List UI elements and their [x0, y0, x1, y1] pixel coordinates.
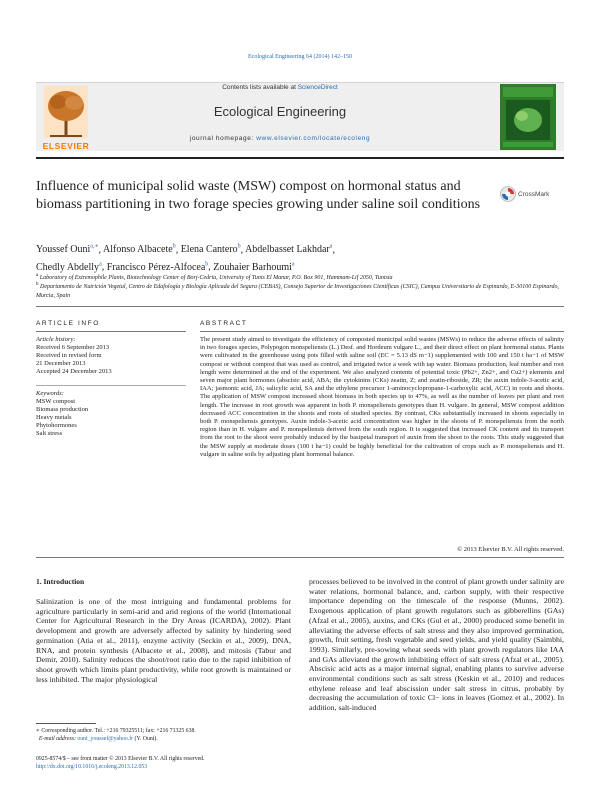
sciencedirect-link[interactable]: ScienceDirect — [297, 84, 338, 91]
history-line: 21 December 2013 — [36, 360, 86, 367]
doi-link[interactable]: http://dx.doi.org/10.1016/j.ecoleng.2013.12.053 — [36, 764, 148, 770]
masthead-rule — [36, 157, 564, 159]
journal-cover-thumbnail[interactable] — [500, 84, 556, 150]
history-line: Received in revised form — [36, 352, 102, 359]
abstract-rule — [200, 331, 564, 332]
journal-title: Ecological Engineering — [213, 104, 347, 119]
intro-left-column: Salinization is one of the most intriguing and fundamental problems for agriculture particularly in semi-arid and arid regions of the world (International Center for Agricultural Research in the Dry Areas (ICARDA), 2002). Plant development and growth are adversely affected by salinity by hindering seed germination (Atia et al., 2011), enzyme activity (Seckin et al., 2009), DNA, RNA, and protein synthesis (Albacete et al., 2008), and mitosis (Tabur and Demir, 2010). Salinity reduces the shoot/root ratio due to the rapid inhibition of shoot growth which limits plant productivity, while root growth is maintained or less inhibited. The major physiological — [36, 597, 291, 684]
contents-availability — [100, 84, 460, 91]
article-info-rule — [36, 331, 186, 332]
elsevier-wordmark: ELSEVIER — [42, 141, 90, 151]
intro-right-column: processes believed to be involved in the control of plant growth under salinity are water relations, hormonal balance, and, carbon supply, with their respective importance depending on the timescale of the response (Munns, 2002). Exogenous application of plant growth regulators such as gibberellins (GAs) (Afzal et al., 2005), auxins, and CKs (Gul et al., 2000) produced some benefit in alleviating the adverse effects of salt stress and they also improved germination, growth, fruit setting, fresh vegetable and seed yields, and yield quality (Saimbhi, 1993). Similarly, pre-sowing wheat seeds with plant growth regulators like IAA and GAs alleviated the growth inhibiting effect of salt stress (Afzal et al., 2005). Abscisic acid acts as a major internal signal, enabling plants to survive adverse environmental conditions such as salt stress (Keskin et al., 2010) and reduces ethylene release and leaf abscission under salt stress in citrus, probably by decreasing the accumulation of toxic Cl− ions in leaves (Gomez et al., 2002). In addition, salt-induced — [309, 577, 564, 713]
crossmark-icon[interactable] — [500, 186, 516, 202]
issn-line: 0925-8574/$ – see front matter © 2013 Elsevier B.V. All rights reserved. — [36, 756, 205, 762]
email-line: E-mail address: ouni_youssef@yahoo.fr (Y. Ouni). — [38, 736, 158, 742]
author[interactable]: Chedly Abdelly$^a$ — [36, 261, 102, 273]
introduction-heading: 1. Introduction — [36, 577, 85, 586]
author[interactable]: Elena Cantero$^b$ — [180, 244, 241, 256]
keyword: Heavy metals — [36, 414, 72, 421]
keyword: Salt stress — [36, 430, 63, 437]
keyword: Phytohormones — [36, 422, 77, 429]
front-matter — [36, 755, 291, 771]
article-history — [36, 336, 186, 376]
crossmark-label: CrossMark — [518, 191, 550, 198]
contents-prefix: Contents lists available at — [222, 84, 298, 91]
author-list: Youssef Ouni$^{a,∗}$, Alfonso Albacete$^b$, Elena Cantero$^b$, Abdelbasset Lakhdar$^a$, Chedly Abdelly$^a$, Francisco Pérez-Alfocea$^b$, Zouhaier Barhoumi$^a$ — [36, 244, 335, 273]
journal-reference[interactable]: Ecological Engineering 64 (2014) 142–150 — [248, 54, 352, 60]
keywords-block — [36, 390, 186, 438]
abstract-copyright: © 2013 Elsevier B.V. All rights reserved. — [457, 546, 564, 553]
abstract-heading: ABSTRACT — [200, 320, 248, 327]
history-label: Article history: — [36, 336, 76, 343]
journal-homepage — [100, 135, 460, 142]
affiliation-b: $^b$ Departamento de Nutrición Vegetal, Centro de Edafología y Biología Aplicada del Segura (CEBAS), Consejo Superior de Investigaciones Científicas (CSIC), Campus Universitario de Espinardo, E-30100 Espinardo, Murcia, Spain — [36, 282, 559, 299]
corresponding-author: ∗ Corresponding author. Tel.: +216 79325511; fax: +216 71325 638. — [36, 728, 196, 734]
author[interactable]: Zouhaier Barhoumi$^a$ — [213, 261, 295, 273]
abstract-bottom-rule — [36, 557, 564, 558]
footnote-rule — [36, 723, 96, 724]
keyword: Biomass production — [36, 406, 89, 413]
homepage-label: journal homepage: — [189, 135, 257, 142]
article-title: Influence of municipal solid waste (MSW) compost on hormonal status and biomass partitioning in two forage species growing under saline soil conditions — [36, 179, 481, 212]
author[interactable]: Alfonso Albacete$^b$ — [102, 244, 176, 256]
keyword: MSW compost — [36, 398, 76, 405]
homepage-link[interactable]: www.elsevier.com/locate/ecoleng — [256, 135, 371, 142]
corresponding-author-note — [36, 727, 291, 743]
history-line: Accepted 24 December 2013 — [36, 368, 112, 375]
keywords-label: Keywords: — [36, 390, 64, 397]
author[interactable]: Francisco Pérez-Alfocea$^b$ — [106, 261, 209, 273]
email-link[interactable]: ouni_youssef@yahoo.fr — [77, 736, 134, 742]
article-info-heading: ARTICLE INFO — [36, 320, 100, 327]
author[interactable]: Youssef Ouni$^{a,∗}$ — [36, 244, 99, 256]
author[interactable]: Abdelbasset Lakhdar$^a$ — [245, 244, 333, 256]
affiliation-divider — [36, 306, 564, 307]
affiliation-a: $^a$ Laboratory of Extremophile Plants, Biotechnology Center of Borj-Cedria, University of Tunis El Manar, P.O. Box 901, Hammam-Lif 2050, Tunisia — [36, 273, 393, 281]
keywords-rule — [36, 385, 186, 386]
history-line: Received 6 September 2013 — [36, 344, 110, 351]
abstract-text: The present study aimed to investigate the efficiency of composted municipal solid wastes (MSWs) to reduce the adverse effects of salinity in two forages species, Polypogon monspeliensis (L.) Desf. and Hordeum vulgare L., and their direct effect on plant hormonal status. Plants were cultivated in the greenhouse using pots filled with saline soil (EC = 5.13 dS m−1) supplemented with 100 and 150 t ha−1 of MSW compost or without compost that was used as control, and irrigated twice a week with tap water. Biomass production, leaf number and root length were determined at the end of the experiment. We also analyzed contents of potential toxic (Pb2+, Zn2+, and Cu2+) elements and seven major plant hormones (abscisic acid, ABA; the cytokinins (CKs) zeatin, Z; and zeatin-riboside, ZR; the auxin indole-3-acetic acid, IAA; jasmonic acid, JA; salicylic acid, SA and the ethylene precursor 1-aminocyclopropane-1-carboxylic acid, ACC) in roots and shoots. The application of MSW compost increased shoot biomass in both species up to 47%, as well as the number of leaves per plant and root length. The increase in root growth was apparent in both P. monspeliensis genotypes than H. vulgare. In general, MSW compost addition decreased ACC concentration in the shoots and roots of studied species. By contrast, CKs substantially increased in shoots especially in both P. monspeliensis genotypes. Auxin indole-3-acetic acid concentration was higher in the shoots of P. monspeliensis from the north region than in H. vulgare and P. monspeliensis derived from the south region. It is suggested that increased CK content and its transport from the root to the shoot were probably induced by the basipetal transport of auxin from the shoot to the roots. This study suggested that the MSW supply at moderate doses (100 t ha−1) could be highly beneficial for the cultivation of crops such as P. monspeliensis and H. vulgare in saline soils by adjusting plant hormonal balance. — [200, 336, 564, 458]
